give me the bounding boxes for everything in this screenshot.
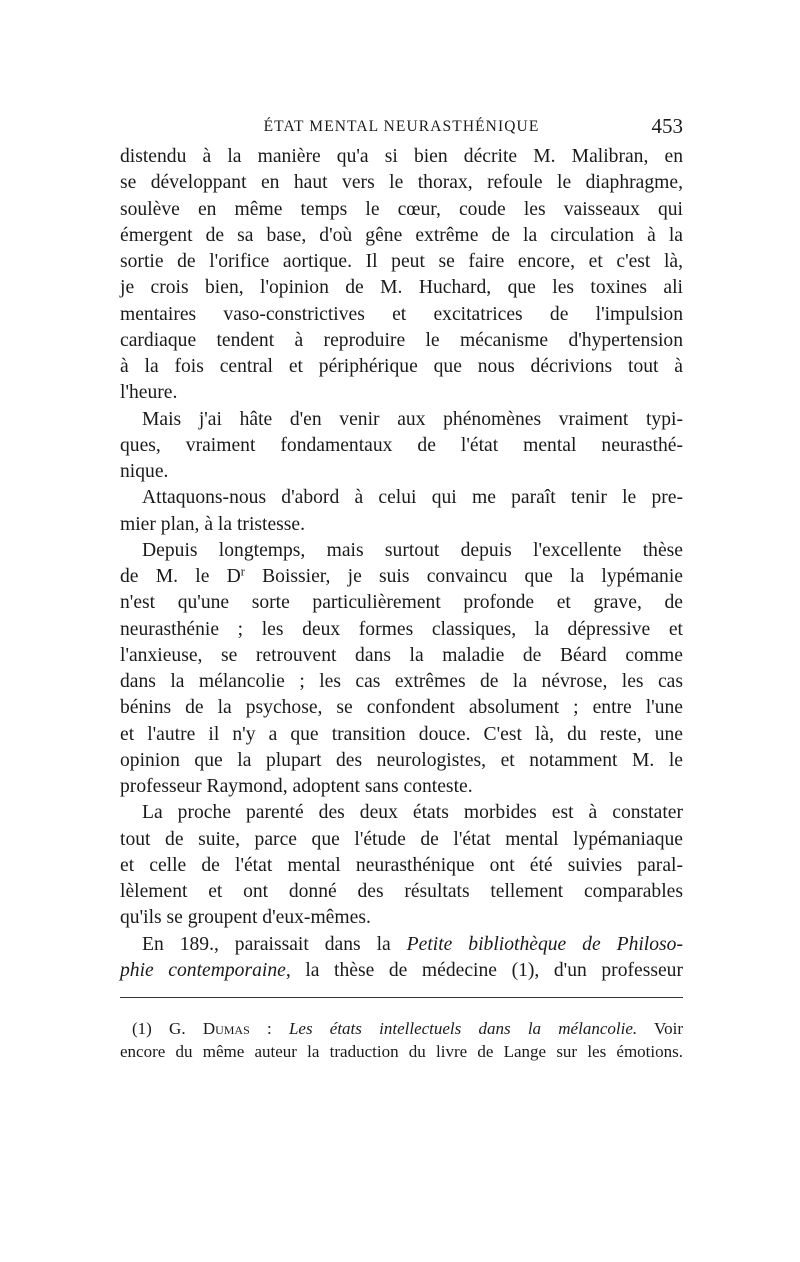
line-part: de M. le D xyxy=(120,566,241,587)
text-line: l'heure. xyxy=(120,382,178,404)
text-line: neurasthénie ; les deux formes classiques, la dépressive et xyxy=(120,618,683,640)
text-line: opinion que la plupart des neurologistes, et notamment M. le xyxy=(120,749,683,771)
text-line: Depuis longtemps, mais surtout depuis l'excellente thèse xyxy=(142,539,683,561)
footnote-separator: : xyxy=(249,1019,289,1038)
text-line: La proche parenté des deux états morbides est à constater xyxy=(142,802,683,824)
text-line: Attaquons-nous d'abord à celui qui me paraît tenir le pre- xyxy=(142,487,683,509)
text-line: et l'autre il n'y a que transition douce. C'est là, du reste, une xyxy=(120,723,683,745)
text-line: n'est qu'une sorte particulièrement profonde et grave, de xyxy=(120,592,683,614)
text-line: je crois bien, l'opinion de M. Huchard, que les toxines ali xyxy=(120,277,683,299)
italic-title: phie contemporaine xyxy=(120,959,286,981)
text-line: émergent de sa base, d'où gêne extrême de la circulation à la xyxy=(120,224,683,246)
text-line: à la fois central et périphérique que nous décrivions tout à xyxy=(120,356,683,377)
text-line: Mais j'ai hâte d'en venir aux phénomènes vraiment typi- xyxy=(142,408,683,430)
footnote-tail: Voir xyxy=(637,1019,683,1038)
text-line-with-superscript xyxy=(120,564,683,590)
footnote-marker: (1) G. xyxy=(132,1019,186,1038)
line-part: En 189., paraissait dans la xyxy=(142,933,391,955)
text-line-with-italic xyxy=(120,932,683,958)
superscript: r xyxy=(240,564,245,579)
text-line: sortie de l'orifice aortique. Il peut se faire encore, et c'est là, xyxy=(120,251,683,272)
page-number: 453 xyxy=(651,114,683,138)
running-title: ÉTAT MENTAL NEURASTHÉNIQUE xyxy=(263,118,540,135)
text-line: cardiaque tendent à reproduire le mécanisme d'hypertension xyxy=(120,329,683,351)
text-line: lèlement et ont donné des résultats tellement comparables xyxy=(120,881,683,902)
text-line: distendu à la manière qu'a si bien décrite M. Malibran, en xyxy=(120,146,683,167)
footnote-divider xyxy=(120,997,683,998)
footnote-title: Les états intellectuels dans la mélancolie. xyxy=(288,1019,638,1038)
text-line: qu'ils se groupent d'eux-mêmes. xyxy=(120,907,371,929)
text-line: et celle de l'état mental neurasthénique ont été suivies paral- xyxy=(120,854,683,876)
text-line: se développant en haut vers le thorax, refoule le diaphragme, xyxy=(120,172,683,194)
text-line: professeur Raymond, adoptent sans conteste. xyxy=(120,776,473,797)
footnote-line xyxy=(120,1017,683,1040)
running-head xyxy=(120,114,683,140)
text-line: bénins de la psychose, se confondent absolument ; entre l'une xyxy=(120,697,683,719)
text-line: l'anxieuse, se retrouvent dans la maladie de Béard comme xyxy=(120,644,683,666)
text-line: ques, vraiment fondamentaux de l'état mental neurasthé- xyxy=(120,434,683,456)
text-line: nique. xyxy=(120,461,169,482)
footnote-line: encore du même auteur la traduction du livre de Lange sur les émotions. xyxy=(120,1042,683,1061)
line-part: , la thèse de médecine (1), d'un professeur xyxy=(285,959,683,981)
text-line-with-italic xyxy=(120,958,683,984)
footnote-author: Dumas xyxy=(202,1019,250,1038)
text-line: tout de suite, parce que l'étude de l'état mental lypémaniaque xyxy=(120,828,683,850)
italic-title: Petite bibliothèque de Philoso- xyxy=(406,933,683,955)
text-line: mentaires vaso-constrictives et excitatrices de l'impulsion xyxy=(120,303,683,325)
footnote xyxy=(120,1017,683,1063)
text-line: mier plan, à la tristesse. xyxy=(120,513,305,535)
body-text xyxy=(120,144,683,984)
text-line: dans la mélancolie ; les cas extrêmes de la névrose, les cas xyxy=(120,671,683,692)
line-part: Boissier, je suis convaincu que la lypémanie xyxy=(244,566,683,587)
text-line: soulève en même temps le cœur, coude les vaisseaux qui xyxy=(120,198,683,220)
